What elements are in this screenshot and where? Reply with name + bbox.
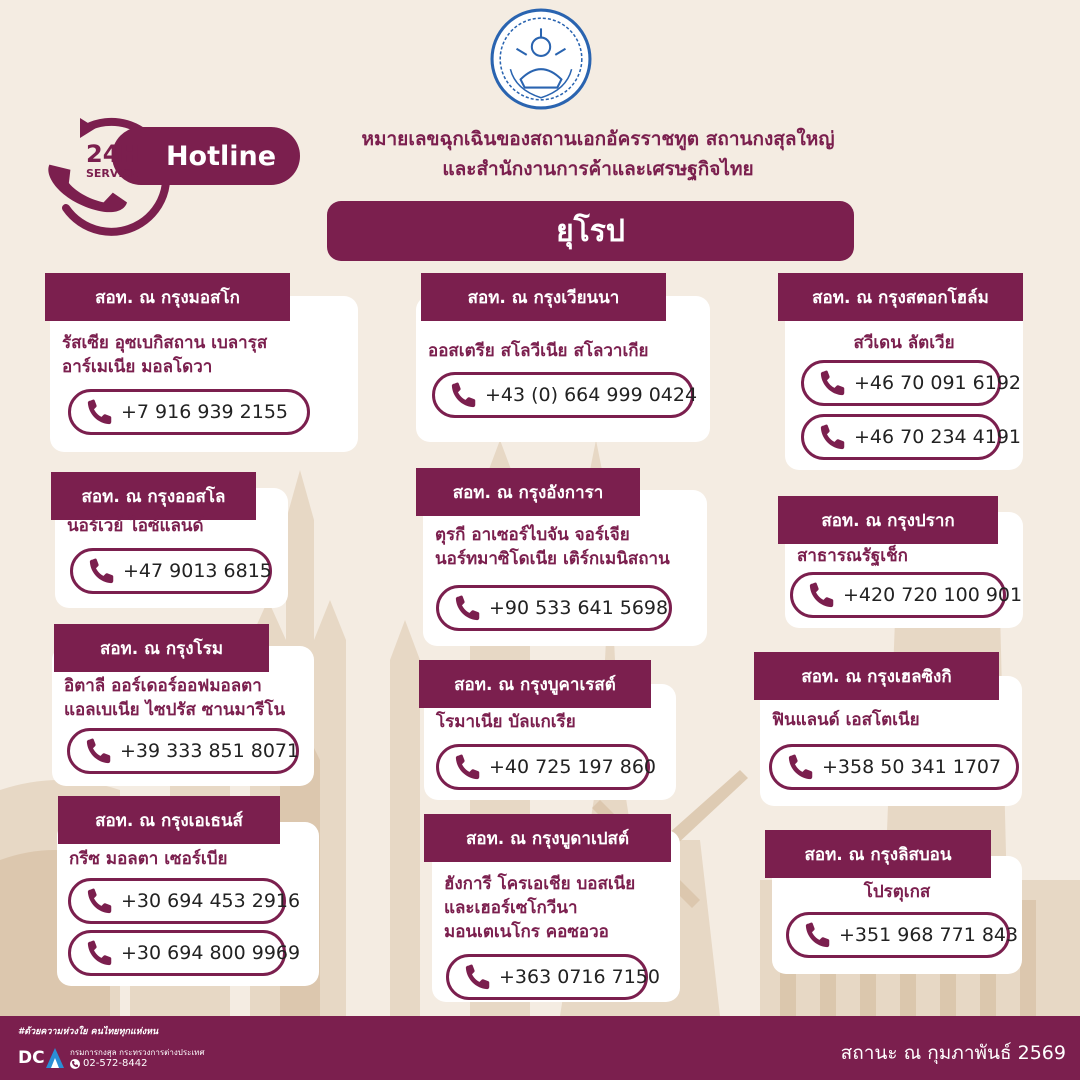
countries-text: ฮังการี โครเอเชีย บอสเนีย [444, 874, 636, 894]
phone-icon [449, 380, 479, 410]
embassy-name-tag: สอท. ณ กรุงอังการา [416, 468, 640, 516]
phone-icon [807, 580, 837, 610]
phone-number-text: +39 333 851 8071 [120, 740, 300, 762]
phone-number-button[interactable] [801, 360, 1022, 406]
phone-number-button[interactable] [68, 930, 301, 976]
countries-text: โปรตุเกส [863, 882, 931, 902]
phone-number-text: +46 70 091 6192 [854, 372, 1022, 394]
page-title-line-1: หมายเลขฉุกเฉินของสถานเอกอัครราชทูต สถานกงสุลใหญ่ [361, 128, 835, 150]
footer-department: กรมการกงสุล กระทรวงการต่างประเทศ [70, 1048, 205, 1057]
phone-number-button[interactable] [432, 372, 698, 418]
footer-slogan: #ด้วยความห่วงใย คนไทยทุกแห่งหน [18, 1027, 159, 1037]
phone-icon [453, 752, 483, 782]
countries-text: โรมาเนีย บัลแกเรีย [436, 712, 576, 732]
hotline-24h-text: 24H [86, 140, 140, 168]
phone-number-button[interactable] [790, 572, 1023, 618]
phone-icon [786, 752, 816, 782]
phone-number-button[interactable] [769, 744, 1019, 790]
phone-number-text: +46 70 234 4191 [854, 426, 1022, 448]
region-banner: ยุโรป [327, 201, 854, 261]
countries-text: แอลเบเนีย ไซปรัส ซานมารีโน [64, 700, 286, 720]
phone-number-text: +40 725 197 860 [489, 756, 657, 778]
embassy-name-tag: สอท. ณ กรุงบูดาเปสต์ [424, 814, 671, 862]
embassy-name-tag: สอท. ณ กรุงสตอกโฮล์ม [778, 273, 1023, 321]
countries-text: และเฮอร์เซโกวีนา [444, 898, 578, 918]
phone-number-text: +47 9013 6815 [123, 560, 272, 582]
countries-text: นอร์ทมาซิโดเนีย เติร์กเมนิสถาน [435, 549, 670, 569]
countries-text: สาธารณรัฐเช็ก [797, 546, 908, 566]
phone-number-button[interactable] [67, 728, 299, 774]
phone-number-text: +30 694 800 9969 [121, 942, 301, 964]
embassy-name-tag: สอท. ณ กรุงเฮลซิงกิ [754, 652, 999, 700]
phone-number-text: +90 533 641 5698 [489, 597, 669, 619]
countries-text: ออสเตรีย สโลวีเนีย สโลวาเกีย [428, 341, 649, 361]
countries-text: ฟินแลนด์ เอสโตเนีย [772, 710, 920, 730]
embassy-name-tag: สอท. ณ กรุงมอสโก [45, 273, 290, 321]
embassy-name-tag: สอท. ณ กรุงเวียนนา [421, 273, 666, 321]
phone-number-button[interactable] [70, 548, 272, 594]
phone-number-text: +358 50 341 1707 [822, 756, 1002, 778]
dca-logo-text: DC [18, 1048, 45, 1068]
countries-text: สวีเดน ลัตเวีย [853, 333, 955, 353]
countries-text: อาร์เมเนีย มอลโดวา [62, 357, 213, 377]
countries-text: รัสเซีย อุซเบกิสถาน เบลารุส [62, 333, 268, 353]
embassy-name-tag: สอท. ณ กรุงบูคาเรสต์ [419, 660, 651, 708]
embassy-name-tag: สอท. ณ กรุงลิสบอน [765, 830, 991, 878]
countries-text: นอร์เวย์ ไอซ์แลนด์ [67, 516, 204, 536]
phone-icon [85, 886, 115, 916]
phone-icon [70, 1059, 80, 1069]
page-title-line-2: และสำนักงานการค้าและเศรษฐกิจไทย [442, 158, 754, 180]
phone-number-button[interactable] [68, 878, 301, 924]
phone-number-button[interactable] [436, 585, 672, 631]
phone-number-text: +363 0716 7150 [499, 966, 660, 988]
phone-number-button[interactable] [801, 414, 1022, 460]
phone-icon [84, 736, 114, 766]
embassy-name-tag: สอท. ณ กรุงโรม [54, 624, 269, 672]
embassy-name-tag: สอท. ณ กรุงออสโล [51, 472, 256, 520]
embassy-name-tag: สอท. ณ กรุงเอเธนส์ [58, 796, 280, 844]
phone-icon [818, 422, 848, 452]
phone-icon [85, 397, 115, 427]
phone-number-text: +30 694 453 2916 [121, 890, 301, 912]
countries-text: กรีซ มอลตา เซอร์เบีย [69, 849, 228, 869]
countries-text: ตุรกี อาเซอร์ไบจัน จอร์เจีย [435, 525, 630, 545]
phone-icon [818, 368, 848, 398]
phone-number-text: +43 (0) 664 999 0424 [485, 384, 698, 406]
page-title [318, 124, 878, 184]
phone-icon [463, 962, 493, 992]
footer-bar [0, 1016, 1080, 1080]
phone-number-button[interactable] [786, 912, 1019, 958]
phone-icon [803, 920, 833, 950]
countries-text: อิตาลี ออร์เดอร์ออฟมอลตา [64, 676, 262, 696]
phone-icon [453, 593, 483, 623]
phone-number-text: +420 720 100 901 [843, 584, 1023, 606]
hotline-service-text: SERVICE [86, 167, 139, 180]
footer-phone [70, 1058, 147, 1069]
ministry-seal-logo [490, 8, 592, 110]
phone-number-button[interactable] [436, 744, 657, 790]
hotline-label: Hotline [112, 127, 300, 185]
embassy-name-tag: สอท. ณ กรุงปราก [778, 496, 998, 544]
phone-number-button[interactable] [68, 389, 310, 435]
phone-number-text: +7 916 939 2155 [121, 401, 289, 423]
footer-phone-number: 02-572-8442 [83, 1058, 148, 1069]
countries-text: มอนเตเนโกร คอซอวอ [444, 922, 609, 942]
phone-number-text: +351 968 771 843 [839, 924, 1019, 946]
phone-number-button[interactable] [446, 954, 660, 1000]
status-date: สถานะ ณ กุมภาพันธ์ 2569 [840, 1042, 1066, 1064]
phone-icon [87, 556, 117, 586]
phone-icon [85, 938, 115, 968]
